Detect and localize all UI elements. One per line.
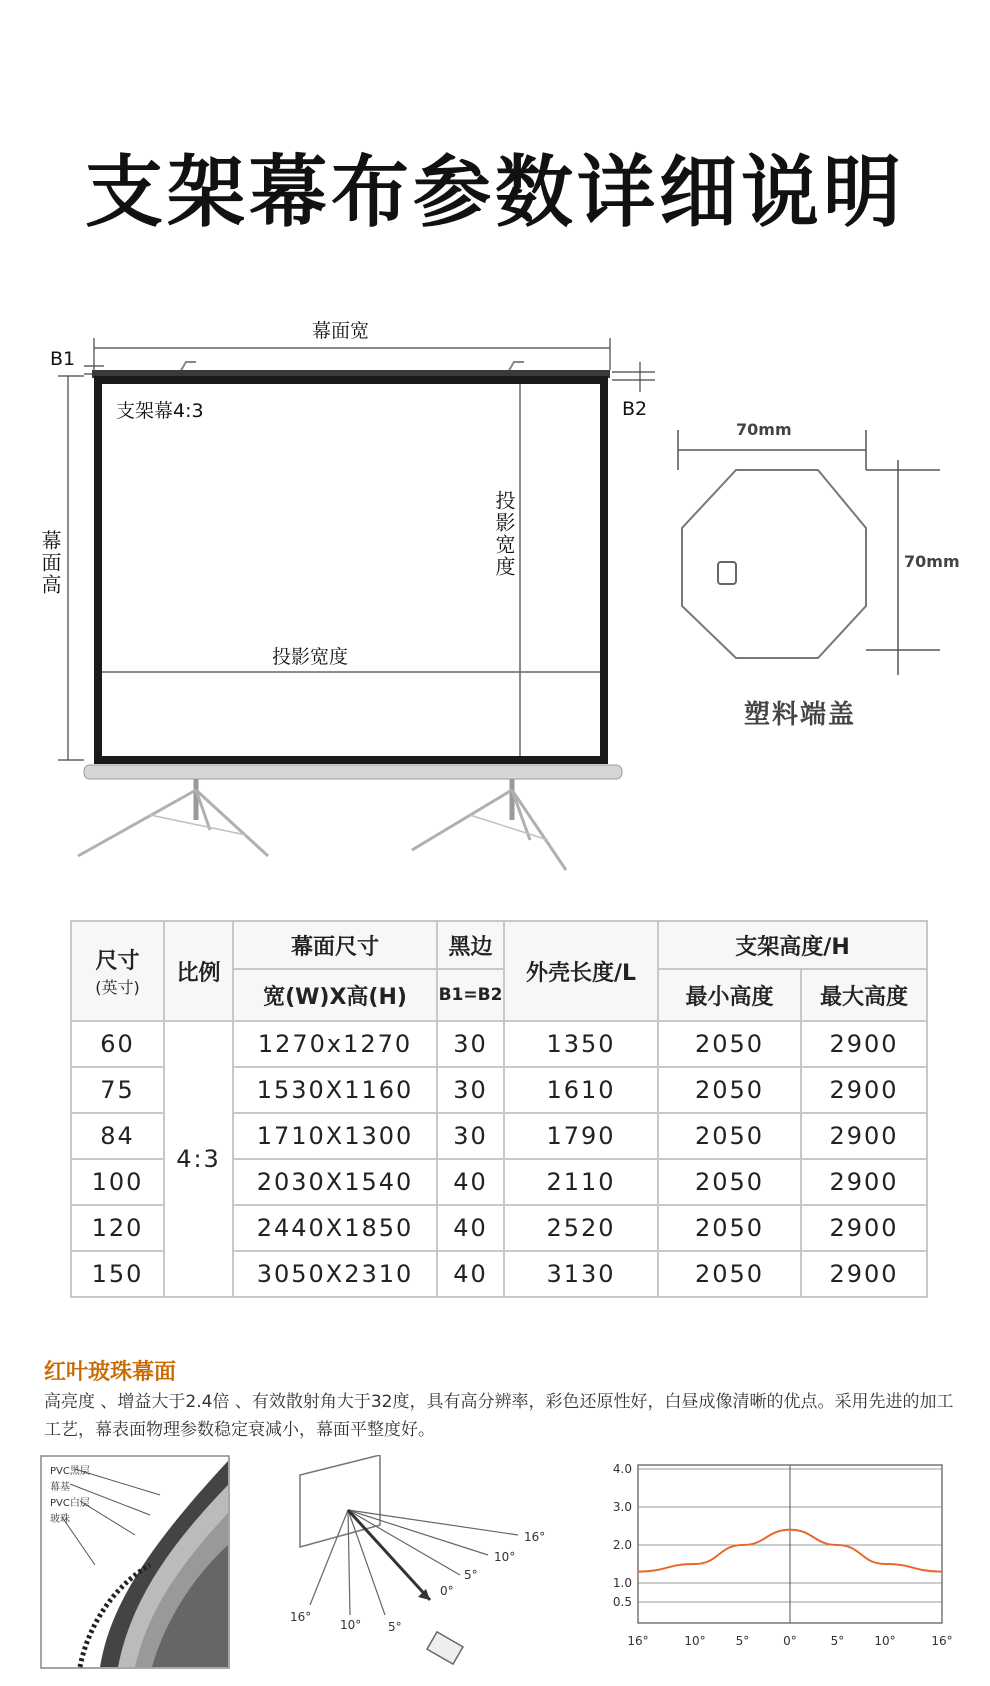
layer-label-base: 幕基 <box>50 1482 70 1493</box>
end-cap-caption: 塑料端盖 <box>744 700 857 730</box>
cell-size: 75 <box>71 1067 164 1113</box>
header-size-unit: (英寸) <box>95 978 140 997</box>
pearl-section-title: 红叶玻珠幕面 <box>44 1360 177 1385</box>
cell-size: 120 <box>71 1205 164 1251</box>
cell-dims: 1530X1160 <box>233 1067 437 1113</box>
angle-label-right-5: 5° <box>464 1568 478 1582</box>
x-tick-label: 10° <box>874 1634 896 1648</box>
end-cap-width-label: 70mm <box>736 420 792 439</box>
table-row <box>71 1021 927 1067</box>
y-tick-label: 0.5 <box>612 1595 632 1609</box>
cell-border: 30 <box>437 1021 504 1067</box>
pearl-section-description: 高亮度 、增益大于2.4倍 、有效散射角大于32度，具有高分辨率，彩色还原性好，白昼成像清晰的优点。采用先进的加工工艺，幕表面物理参数稳定衰减小，幕面平整度好。 <box>44 1392 954 1440</box>
header-min-height: 最小高度 <box>658 969 801 1021</box>
header-ratio: 比例 <box>164 921 233 1021</box>
cell-dims: 1270x1270 <box>233 1021 437 1067</box>
end-cap-diagram <box>640 410 970 690</box>
cell-dims: 2440X1850 <box>233 1205 437 1251</box>
x-tick-label: 10° <box>684 1634 706 1648</box>
y-tick-label: 1.0 <box>612 1576 632 1590</box>
header-shell-length: 外壳长度/L <box>504 921 658 1021</box>
header-border-sub: B1=B2 <box>437 969 504 1021</box>
cell-min: 2050 <box>658 1159 801 1205</box>
angle-label-0: 0° <box>440 1584 454 1598</box>
spec-table <box>70 920 928 1298</box>
x-tick-label: 16° <box>627 1634 649 1648</box>
cell-ratio: 4:3 <box>164 1021 233 1297</box>
y-tick-label: 4.0 <box>612 1462 632 1476</box>
cell-size: 150 <box>71 1251 164 1297</box>
header-screen-size-sub: 宽(W)X高(H) <box>233 969 437 1021</box>
cell-shell: 3130 <box>504 1251 658 1297</box>
page-title: 支架幕布参数详细说明 <box>84 148 905 238</box>
model-label: 支架幕4:3 <box>116 400 204 422</box>
header-screen-size: 幕面尺寸 <box>233 921 437 969</box>
cell-max: 2900 <box>801 1251 927 1297</box>
header-stand-height: 支架高度/H <box>658 921 927 969</box>
cell-size: 100 <box>71 1159 164 1205</box>
gain-chart <box>600 1455 970 1670</box>
cell-border: 30 <box>437 1113 504 1159</box>
angle-label-left-16: 16° <box>290 1610 312 1624</box>
cell-border: 40 <box>437 1159 504 1205</box>
header-max-height: 最大高度 <box>801 969 927 1021</box>
cell-min: 2050 <box>658 1113 801 1159</box>
x-tick-label: 16° <box>931 1634 953 1648</box>
cell-border: 30 <box>437 1067 504 1113</box>
cell-min: 2050 <box>658 1067 801 1113</box>
cell-dims: 3050X2310 <box>233 1251 437 1297</box>
cell-dims: 1710X1300 <box>233 1113 437 1159</box>
b2-label: B2 <box>622 398 648 420</box>
cell-max: 2900 <box>801 1159 927 1205</box>
layer-label-pvc-white: PVC白层 <box>50 1498 90 1509</box>
cell-dims: 2030X1540 <box>233 1159 437 1205</box>
cell-shell: 2520 <box>504 1205 658 1251</box>
cell-border: 40 <box>437 1205 504 1251</box>
header-size: 尺寸 (英寸) <box>71 921 164 1021</box>
screen-width-label: 幕面宽 <box>312 320 370 342</box>
layer-label-pvc-black: PVC黑层 <box>50 1466 90 1477</box>
cell-max: 2900 <box>801 1113 927 1159</box>
cell-shell: 1790 <box>504 1113 658 1159</box>
cell-shell: 1610 <box>504 1067 658 1113</box>
y-tick-label: 2.0 <box>612 1538 632 1552</box>
screen-height-label: 幕面高 <box>38 530 62 596</box>
x-tick-label: 5° <box>830 1634 845 1648</box>
end-cap-height-label: 70mm <box>904 552 960 571</box>
x-tick-label: 5° <box>735 1634 750 1648</box>
angle-label-left-5: 5° <box>388 1620 402 1634</box>
x-tick-label: 0° <box>783 1634 797 1648</box>
cell-min: 2050 <box>658 1251 801 1297</box>
cell-size: 60 <box>71 1021 164 1067</box>
cell-size: 84 <box>71 1113 164 1159</box>
angle-label-left-10: 10° <box>340 1618 362 1632</box>
angle-label-right-16: 16° <box>524 1530 546 1544</box>
cell-min: 2050 <box>658 1205 801 1251</box>
projection-width-label-horizontal: 投影宽度 <box>272 646 349 668</box>
layer-label-glass-beads: 玻珠 <box>50 1514 70 1525</box>
cell-shell: 1350 <box>504 1021 658 1067</box>
angle-label-right-10: 10° <box>494 1550 516 1564</box>
cell-shell: 2110 <box>504 1159 658 1205</box>
y-tick-label: 3.0 <box>612 1500 632 1514</box>
cell-max: 2900 <box>801 1205 927 1251</box>
cell-max: 2900 <box>801 1021 927 1067</box>
cell-border: 40 <box>437 1251 504 1297</box>
projection-width-label-vertical: 投影宽度 <box>492 490 516 578</box>
scatter-angle-diagram <box>280 1455 560 1680</box>
header-border: 黑边 <box>437 921 504 969</box>
cell-min: 2050 <box>658 1021 801 1067</box>
b1-label: B1 <box>50 348 76 370</box>
cell-max: 2900 <box>801 1067 927 1113</box>
